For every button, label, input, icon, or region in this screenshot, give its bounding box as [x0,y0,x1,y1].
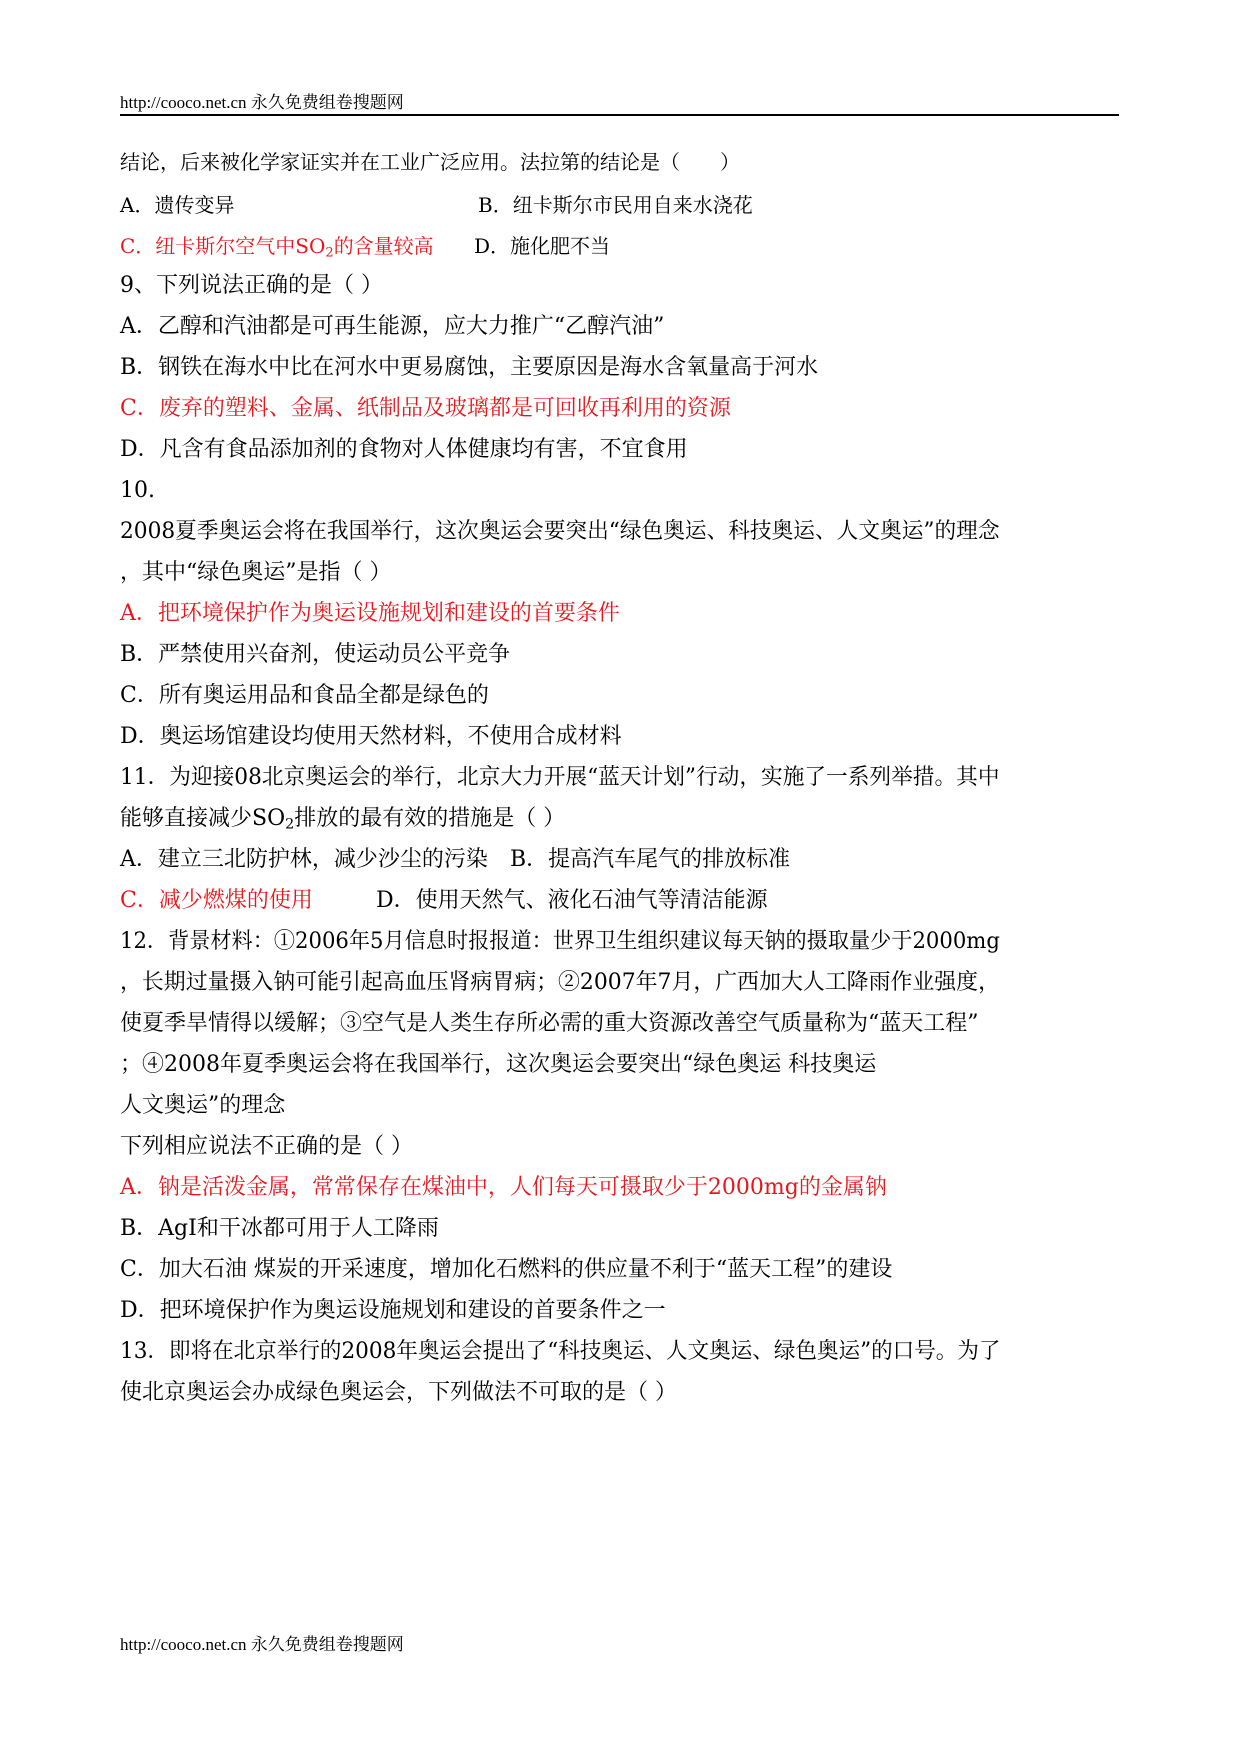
page-header-url: http://cooco.net.cn 永久免费组卷搜题网 [120,93,404,112]
q10-option-a: A．把环境保护作为奥运设施规划和建设的首要条件 [120,601,620,626]
q11-option-c: C．减少燃煤的使用 [120,888,313,913]
q8-option-b: B．纽卡斯尔市民用自来水浇花 [478,193,753,217]
q11-stem-line1: 11．为迎接08北京奥运会的举行，北京大力开展“蓝天计划”行动，实施了一系列举措。其中 [120,765,1000,790]
q12-option-d: D．把环境保护作为奥运设施规划和建设的首要条件之一 [120,1298,666,1323]
q10-stem-line2: ，其中“绿色奥运”是指（ ） [120,560,392,585]
header-rule [120,114,1119,116]
q9-option-b: B．钢铁在海水中比在河水中更易腐蚀，主要原因是海水含氧量高于河水 [120,355,819,380]
q12-line5: 人文奥运”的理念 [120,1093,286,1118]
q12-line1: 12．背景材料：①2006年5月信息时报报道：世界卫生组织建议每天钠的摄取量少于2000mg [120,929,1000,954]
q13-stem-line2: 使北京奥运会办成绿色奥运会，下列做法不可取的是（ ） [120,1380,677,1405]
q13-stem-line1: 13．即将在北京举行的2008年奥运会提出了“科技奥运、人文奥运、绿色奥运”的口号。为了 [120,1339,1001,1364]
q10-stem-line1: 2008夏季奥运会将在我国举行，这次奥运会要突出“绿色奥运、科技奥运、人文奥运”的理念 [120,519,1000,544]
q9-option-d: D．凡含有食品添加剂的食物对人体健康均有害，不宜食用 [120,437,688,462]
q11-option-d: D．使用天然气、液化石油气等清洁能源 [376,888,768,913]
q10-option-d: D．奥运场馆建设均使用天然材料，不使用合成材料 [120,724,622,749]
q10-option-b: B．严禁使用兴奋剂，使运动员公平竞争 [120,642,511,667]
q8-option-c: C．纽卡斯尔空气中$SO_2$的含量较高 [120,234,434,261]
q9-option-c: C．废弃的塑料、金属、纸制品及玻璃都是可回收再利用的资源 [120,396,731,421]
q8-option-a: A．遗传变异 [120,193,235,217]
q12-option-b: B．AgI和干冰都可用于人工降雨 [120,1216,439,1241]
q9-option-a: A．乙醇和汽油都是可再生能源，应大力推广“乙醇汽油” [120,314,665,339]
q11-stem-line2: 能够直接减少$SO_2$排放的最有效的措施是（ ） [120,806,566,833]
q10-number: 10. [120,478,155,503]
q8-stem-continuation: 结论，后来被化学家证实并在工业广泛应用。法拉第的结论是（ ） [120,150,740,174]
q12-line6: 下列相应说法不正确的是（ ） [120,1134,413,1159]
q12-line3: 使夏季旱情得以缓解；③空气是人类生存所必需的重大资源改善空气质量称为“蓝天工程” [120,1011,979,1036]
q9-stem: 9、下列说法正确的是（ ） [120,273,383,298]
q8-option-d: D．施化肥不当 [474,234,611,258]
q11-option-a: A．建立三北防护林，减少沙尘的污染 [120,847,488,872]
page-footer-url: http://cooco.net.cn 永久免费组卷搜题网 [120,1635,404,1654]
q12-option-c: C．加大石油 煤炭的开采速度，增加化石燃料的供应量不利于“蓝天工程”的建设 [120,1257,893,1282]
q12-line4: ；④2008年夏季奥运会将在我国举行，这次奥运会要突出“绿色奥运 科技奥运 [120,1052,877,1077]
q11-option-b: B．提高汽车尾气的排放标准 [510,847,791,872]
q10-option-c: C．所有奥运用品和食品全都是绿色的 [120,683,489,708]
q12-option-a: A．钠是活泼金属，常常保存在煤油中，人们每天可摄取少于2000mg的金属钠 [120,1175,887,1200]
q12-line2: ，长期过量摄入钠可能引起高血压肾病胃病；②2007年7月，广西加大人工降雨作业强度， [120,970,1000,995]
